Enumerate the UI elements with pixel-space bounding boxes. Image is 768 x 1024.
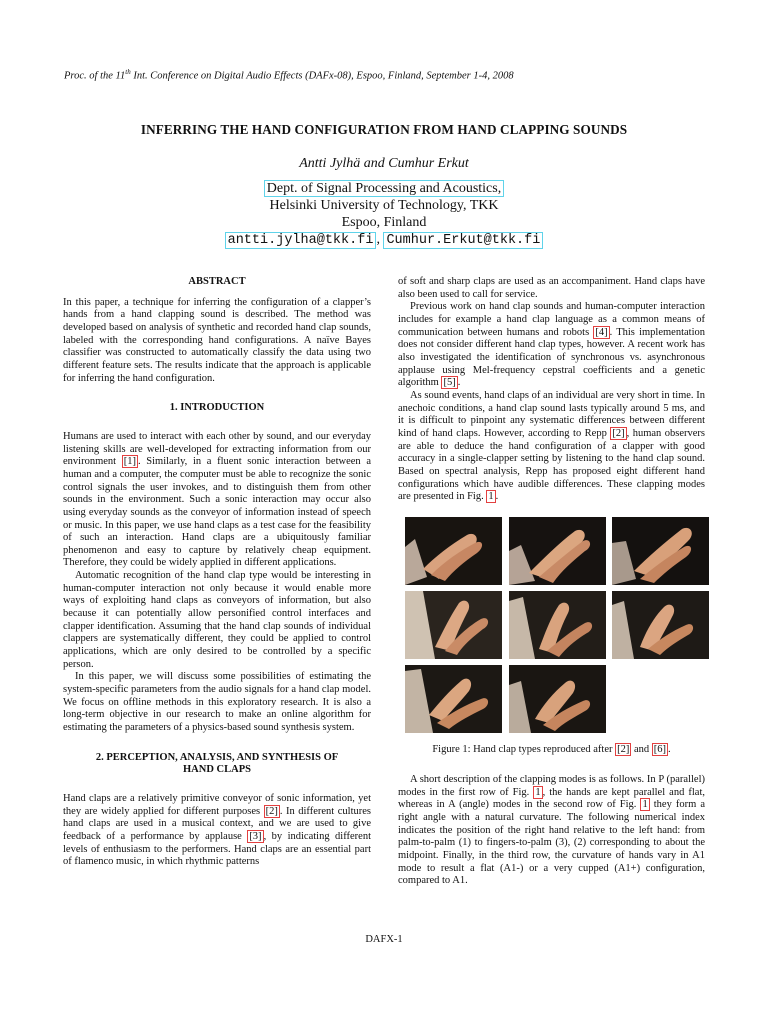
paper-authors: Antti Jylhä and Cumhur Erkut	[299, 156, 469, 171]
figure-caption: Figure 1: Hand clap types reproduced after [2] and [6] .	[432, 744, 671, 755]
figure-link[interactable]: 1	[488, 491, 494, 503]
university: Helsinki University of Technology, TKK	[269, 198, 499, 213]
right-column	[398, 276, 705, 504]
clap-photo-a1	[405, 591, 502, 659]
intro-paragraph-2: Automatic recognition of the hand clap type would be interesting in human-computer interaction not only because it would enable more ways of exploiting hand claps as conveyors of information, but also because it can potentially allow personified control interfaces and clapper identification. Assuming that the hand clap sounds of individual clappers are systematically different, they could be applied to control applications, which are only desired to be controlled by a specific person.	[63, 570, 371, 670]
affiliation-block	[0, 180, 768, 249]
right-paragraph-1: Previous work on hand clap sounds and human-computer interaction includes for example a hand clap language as a common means of communication between humans and robots [4] . This implementation does not consider different hand clap types, however. A recent work has also investigated the identification of synchronous vs. asynchronous applause using Mel-frequency cepstral coefficients and a genetic algorithm [5] .	[398, 301, 705, 389]
figure-link[interactable]: 1	[642, 799, 648, 811]
right-column-lower	[398, 774, 705, 888]
clap-photo-p1	[405, 517, 502, 585]
email-link-1[interactable]: antti.jylha@tkk.fi	[225, 232, 377, 249]
figure-hand-clap-photos	[405, 517, 710, 733]
figure-link[interactable]: 1	[535, 786, 541, 798]
citation-link[interactable]: [2]	[612, 427, 625, 439]
abstract-heading: ABSTRACT	[188, 276, 246, 287]
clap-photo-p3	[612, 517, 709, 585]
right-paragraph-3: A short description of the clapping modes is as follows. In P (parallel) modes in the first row of Fig. 1 , the hands are kept parallel and flat, whereas in A (angle) modes in the second row of Fig. 1 they form a right angle with a natural curvature. The following numerical index indicates the position of the right hand relative to the left hand: from palm-to-palm (1) to fingers-to-palm (3), (2) corresponding to about the midpoint. Finally, in the third row, the curvature of hands vary in A1 mode to result a flat (A1-) or a very cupped (A1+) configuration, compared to A1.	[398, 774, 705, 887]
page-footer: DAFX-1	[365, 934, 403, 945]
clap-photo-p2	[509, 517, 606, 585]
abstract-text: In this paper, a technique for inferring the configuration of a clapper’s hands from a hand clapping sound is described. The method was developed based on analysis of synthetic and recorded hand clap sounds, labeled with the corresponding hand configurations. A naïve Bayes classifier was constructed to automatically classify the data using two different feature sets. The results indicate that the approach is applicable for inferring the hand configuration.	[63, 296, 371, 384]
running-header: Proc. of the 11th Int. Conference on Digital Audio Effects (DAFx-08), Espoo, Finland, September 1-4, 2008	[64, 68, 514, 82]
paper-title: INFERRING THE HAND CONFIGURATION FROM HAND CLAPPING SOUNDS	[140, 122, 628, 137]
right-paragraph-0: of soft and sharp claps are used as an accompaniment. Hand claps have also been used to call for service.	[398, 276, 705, 300]
left-column	[63, 276, 371, 869]
citation-link[interactable]: [1]	[123, 456, 136, 468]
email-separator: ,	[376, 232, 380, 247]
email-link-2[interactable]: Cumhur.Erkut@tkk.fi	[383, 232, 543, 249]
clap-photo-a2	[509, 591, 606, 659]
city: Espoo, Finland	[341, 215, 427, 230]
citation-link[interactable]: [5]	[443, 377, 456, 389]
intro-paragraph-1: Humans are used to interact with each other by sound, and our everyday listening skills are well-developed for extracting information from our environment [1] . Similarly, in a fluent sonic interaction between a human and a computer, the computer must be able to recognize the sonic control signals the user invokes, and to distinguish them from other sounds in the environment. Such a sonic interaction may occur also using everyday sounds as the conveyor of information instead of speech or music. In this paper, we use hand claps as a test case for the feasibility of such an interaction. Hand claps are a ubiquitously familiar phenomenon and easy to capture by relatively cheap equipment. Therefore, they could be widely applied in different applications.	[63, 430, 371, 569]
citation-link[interactable]: [2]	[265, 805, 278, 817]
citation-link[interactable]: [3]	[249, 830, 262, 842]
dept-link[interactable]: Dept. of Signal Processing and Acoustics,	[264, 180, 504, 197]
citation-link[interactable]: [4]	[595, 326, 608, 338]
section2-paragraph-1: Hand claps are a relatively primitive conveyor of sonic information, yet they are widely applied for different purposes [2] . In different cultures hand claps are used in a musical context, and we are used to give feedback of a performance by applause [3] , by indicating different levels of enthusiasm to the performers. Hand claps are an essential part of flamenco music, in which rhythmic patterns	[63, 792, 371, 868]
intro-paragraph-3: In this paper, we will discuss some possibilities of estimating the system-specific parameters from the audio signals for a hand clap model. We focus on offline methods in this exploratory research. It is also a long-term objective in our research to make an online algorithm for estimating the parameters of a physics-based sound synthesis system.	[63, 671, 371, 733]
intro-heading: 1. INTRODUCTION	[169, 402, 265, 414]
clap-photo-a3	[612, 591, 709, 659]
right-paragraph-2: As sound events, hand claps of an individual are very short in time. In anechoic conditions, a hand clap sound lasts typically around 5 ms, and it is difficult to pinpoint any systematic differences between different kind of hand claps. However, according to Repp [2] , human observers are able to deduce the hand configuration of a clapper with good accuracy in a single-clapper setting by listening to the hand clap sound. Based on spectral analysis, Repp has proposed eight different hand configurations which have audible differences. These clapping modes are presented in Fig. 1 .	[398, 389, 705, 503]
citation-link[interactable]: [6]	[653, 744, 667, 755]
citation-link[interactable]: [2]	[617, 744, 630, 755]
clap-photo-a1-plus	[509, 665, 606, 733]
clap-photo-a1-minus	[405, 665, 502, 733]
section2-heading: 2. PERCEPTION, ANALYSIS, AND SYNTHESIS OF HAND CLAPS	[95, 751, 339, 776]
